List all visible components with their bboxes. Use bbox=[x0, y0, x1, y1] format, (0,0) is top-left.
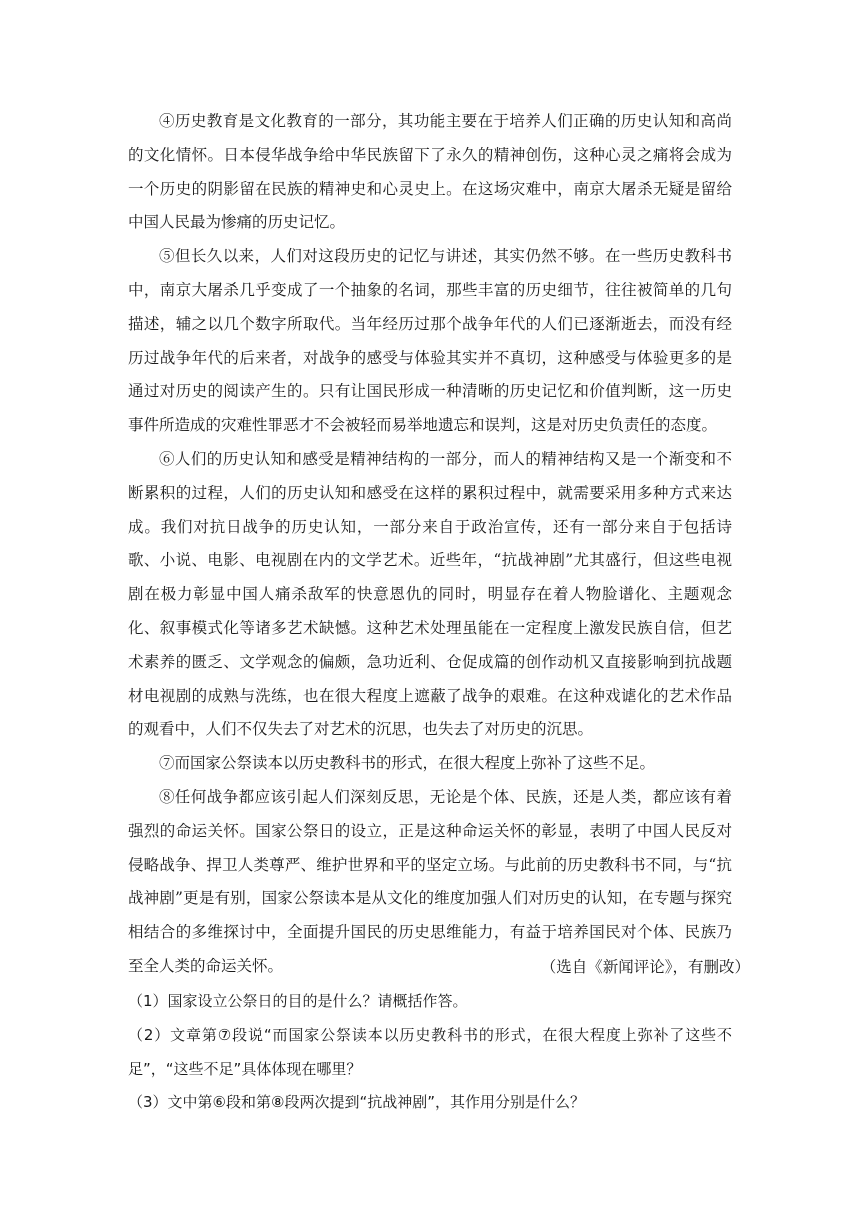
paragraph-6: ⑥人们的历史认知和感受是精神结构的一部分，而人的精神结构又是一个渐变和不断累积的过程，人们的历史认知和感受在这样的累积过程中，就需要采用多种方式来达成。我们对抗日战争的历史认知，一部分来自于政治宣传，还有一部分来自于包括诗歌、小说、电影、电视剧在内的文学艺术。近些年，“抗战神剧”尤其盛行，但这些电视剧在极力彰显中国人痛杀敌军的快意恩仇的同时，明显存在着人物脸谱化、主题观念化、叙事模式化等诸多艺术缺憾。这种艺术处理虽能在一定程度上激发民族自信，但艺术素养的匮乏、文学观念的偏颇，急功近利、仓促成篇的创作动机又直接影响到抗战题材电视剧的成熟与洗练，也在很大程度上遮蔽了战争的艰难。在这种戏谑化的艺术作品的观看中，人们不仅失去了对艺术的沉思，也失去了对历史的沉思。 bbox=[128, 449, 732, 739]
question-list bbox=[128, 985, 732, 1120]
question-2: （2）文章第⑦段说“而国家公祭读本以历史教科书的形式，在很大程度上弥补了这些不足”，“这些不足”具体体现在哪里？ bbox=[128, 1025, 732, 1078]
question-1: （1）国家设立公祭日的目的是什么？请概括作答。 bbox=[128, 992, 468, 1010]
article-body bbox=[128, 105, 732, 984]
paragraph-4: ④历史教育是文化教育的一部分，其功能主要在于培养人们正确的历史认知和高尚的文化情怀。日本侵华战争给中华民族留下了永久的精神创伤，这种心灵之痛将会成为一个历史的阴影留在民族的精神史和心灵史上。在这场灾难中，南京大屠杀无疑是留给中国人民最为惨痛的历史记忆。 bbox=[128, 112, 732, 232]
paragraph-7: ⑦而国家公祭读本以历史教科书的形式，在很大程度上弥补了这些不足。 bbox=[159, 754, 656, 773]
question-3: （3）文中第⑥段和第⑧段两次提到“抗战神剧”，其作用分别是什么？ bbox=[128, 1093, 585, 1112]
article-source: （选自《新闻评论》，有删改） bbox=[540, 958, 750, 976]
paragraph-8: ⑧任何战争都应该引起人们深刻反思，无论是个体、民族，还是人类，都应该有着强烈的命运关怀。国家公祭日的设立，正是这种命运关怀的彰显，表明了中国人民反对侵略战争、捍卫人类尊严、维护世界和平的坚定立场。与此前的历史教科书不同，与“抗战神剧”更是有别，国家公祭读本是从文化的维度加强人们对历史的认知，在专题与探究相结合的多维探讨中，全面提升国民的历史思维能力，有益于培养国民对个体、民族乃至全人类的命运关怀。 bbox=[128, 787, 732, 975]
paragraph-5: ⑤但长久以来，人们对这段历史的记忆与讲述，其实仍然不够。在一些历史教科书中，南京大屠杀几乎变成了一个抽象的名词，那些丰富的历史细节，往往被简单的几句描述，辅之以几个数字所取代。当年经历过那个战争年代的人们已逐渐逝去，而没有经历过战争年代的后来者，对战争的感受与体验其实并不真切，这种感受与体验更多的是通过对历史的阅读产生的。只有让国民形成一种清晰的历史记忆和价值判断，这一历史事件所造成的灾难性罪恶才不会被轻而易举地遗忘和误判，这是对历史负责任的态度。 bbox=[128, 247, 732, 435]
